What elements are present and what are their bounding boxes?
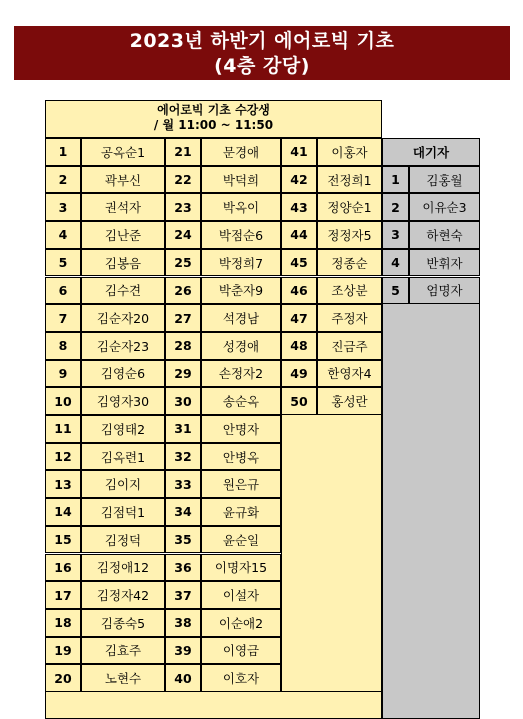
waitlist-name: 김홍월 (409, 166, 480, 194)
roster-name: 안명자 (201, 415, 281, 443)
roster-number: 23 (165, 193, 201, 221)
roster-number: 42 (281, 166, 317, 194)
waitlist-name: 이유순3 (409, 193, 480, 221)
waitlist-name: 엄명자 (409, 277, 480, 305)
roster-number: 7 (45, 304, 81, 332)
roster-name: 이영금 (201, 637, 281, 665)
roster-number: 45 (281, 249, 317, 277)
table-header (45, 100, 382, 138)
roster-number: 14 (45, 498, 81, 526)
roster-number: 1 (45, 138, 81, 166)
waitlist-number: 5 (382, 277, 409, 305)
roster-number: 4 (45, 221, 81, 249)
roster-number: 13 (45, 470, 81, 498)
roster-number: 30 (165, 387, 201, 415)
roster-name: 김옥련1 (81, 443, 165, 471)
roster-name: 김난준 (81, 221, 165, 249)
roster-number: 11 (45, 415, 81, 443)
roster-number: 48 (281, 332, 317, 360)
roster-number: 36 (165, 554, 201, 582)
roster-name: 전정희1 (317, 166, 382, 194)
roster-name: 문경애 (201, 138, 281, 166)
roster-name: 김정자42 (81, 581, 165, 609)
page-subtitle: (4층 강당) (214, 55, 310, 77)
roster-name: 석경남 (201, 304, 281, 332)
roster-name: 이호자 (201, 664, 281, 692)
roster-name: 김수견 (81, 277, 165, 305)
waitlist-name: 하현숙 (409, 221, 480, 249)
roster-number: 32 (165, 443, 201, 471)
roster-number: 31 (165, 415, 201, 443)
roster-name: 김순자23 (81, 332, 165, 360)
roster-name: 정양순1 (317, 193, 382, 221)
roster-name: 손정자2 (201, 360, 281, 388)
roster-name: 권석자 (81, 193, 165, 221)
empty-area (281, 415, 382, 692)
roster-name: 윤순일 (201, 526, 281, 554)
roster-name: 김점덕1 (81, 498, 165, 526)
roster-name: 정정자5 (317, 221, 382, 249)
waitlist-name: 반휘자 (409, 249, 480, 277)
roster-name: 조상분 (317, 277, 382, 305)
roster-name: 김순자20 (81, 304, 165, 332)
roster-name: 정종순 (317, 249, 382, 277)
roster-number: 27 (165, 304, 201, 332)
roster-number: 46 (281, 277, 317, 305)
roster-number: 15 (45, 526, 81, 554)
roster-number: 12 (45, 443, 81, 471)
roster-name: 박옥이 (201, 193, 281, 221)
roster-number: 43 (281, 193, 317, 221)
waitlist-header: 대기자 (382, 138, 480, 166)
roster-number: 38 (165, 609, 201, 637)
table-header-title: 에어로빅 기초 수강생 (157, 103, 270, 117)
roster-name: 안병옥 (201, 443, 281, 471)
roster-number: 22 (165, 166, 201, 194)
roster-number: 50 (281, 387, 317, 415)
roster-name: 김정덕 (81, 526, 165, 554)
roster-number: 6 (45, 277, 81, 305)
roster-number: 41 (281, 138, 317, 166)
roster-name: 이순애2 (201, 609, 281, 637)
roster-number: 26 (165, 277, 201, 305)
roster-name: 송순옥 (201, 387, 281, 415)
roster-name: 윤규화 (201, 498, 281, 526)
waitlist-number: 2 (382, 193, 409, 221)
roster-number: 17 (45, 581, 81, 609)
roster-name: 김효주 (81, 637, 165, 665)
roster-number: 5 (45, 249, 81, 277)
bottom-empty-row (45, 692, 382, 719)
roster-number: 21 (165, 138, 201, 166)
roster-number: 35 (165, 526, 201, 554)
roster-name: 박덕희 (201, 166, 281, 194)
roster-number: 34 (165, 498, 201, 526)
roster-number: 18 (45, 609, 81, 637)
waitlist-number: 3 (382, 221, 409, 249)
roster-number: 20 (45, 664, 81, 692)
roster-name: 홍성란 (317, 387, 382, 415)
roster-name: 이명자15 (201, 554, 281, 582)
roster-name: 곽부신 (81, 166, 165, 194)
roster-number: 25 (165, 249, 201, 277)
roster-name: 원은규 (201, 470, 281, 498)
roster-number: 37 (165, 581, 201, 609)
roster-name: 한영자4 (317, 360, 382, 388)
roster-name: 박정희7 (201, 249, 281, 277)
roster-number: 8 (45, 332, 81, 360)
roster-name: 김영태2 (81, 415, 165, 443)
roster-name: 김영순6 (81, 360, 165, 388)
roster-number: 9 (45, 360, 81, 388)
waitlist-empty-area (382, 304, 480, 719)
waitlist-number: 1 (382, 166, 409, 194)
roster-name: 이홍자 (317, 138, 382, 166)
roster-name: 김봉음 (81, 249, 165, 277)
waitlist-number: 4 (382, 249, 409, 277)
roster-number: 3 (45, 193, 81, 221)
roster-name: 성경애 (201, 332, 281, 360)
roster-name: 공옥순1 (81, 138, 165, 166)
roster-name: 박춘자9 (201, 277, 281, 305)
roster-number: 29 (165, 360, 201, 388)
roster-name: 주정자 (317, 304, 382, 332)
roster-number: 2 (45, 166, 81, 194)
roster-number: 33 (165, 470, 201, 498)
roster-number: 28 (165, 332, 201, 360)
roster-name: 진금주 (317, 332, 382, 360)
roster-number: 16 (45, 554, 81, 582)
roster-name: 김이지 (81, 470, 165, 498)
table-header-schedule: / 월 11:00 ~ 11:50 (153, 118, 274, 132)
page-title: 2023년 하반기 에어로빅 기초 (129, 30, 395, 52)
roster-name: 김정애12 (81, 554, 165, 582)
roster-number: 24 (165, 221, 201, 249)
page-title-banner (14, 26, 510, 80)
roster-name: 김종숙5 (81, 609, 165, 637)
roster-name: 김영자30 (81, 387, 165, 415)
roster-number: 44 (281, 221, 317, 249)
roster-name: 이설자 (201, 581, 281, 609)
roster-number: 19 (45, 637, 81, 665)
roster-name: 박점순6 (201, 221, 281, 249)
roster-number: 47 (281, 304, 317, 332)
roster-name: 노현수 (81, 664, 165, 692)
roster-number: 39 (165, 637, 201, 665)
roster-number: 40 (165, 664, 201, 692)
roster-number: 10 (45, 387, 81, 415)
roster-number: 49 (281, 360, 317, 388)
